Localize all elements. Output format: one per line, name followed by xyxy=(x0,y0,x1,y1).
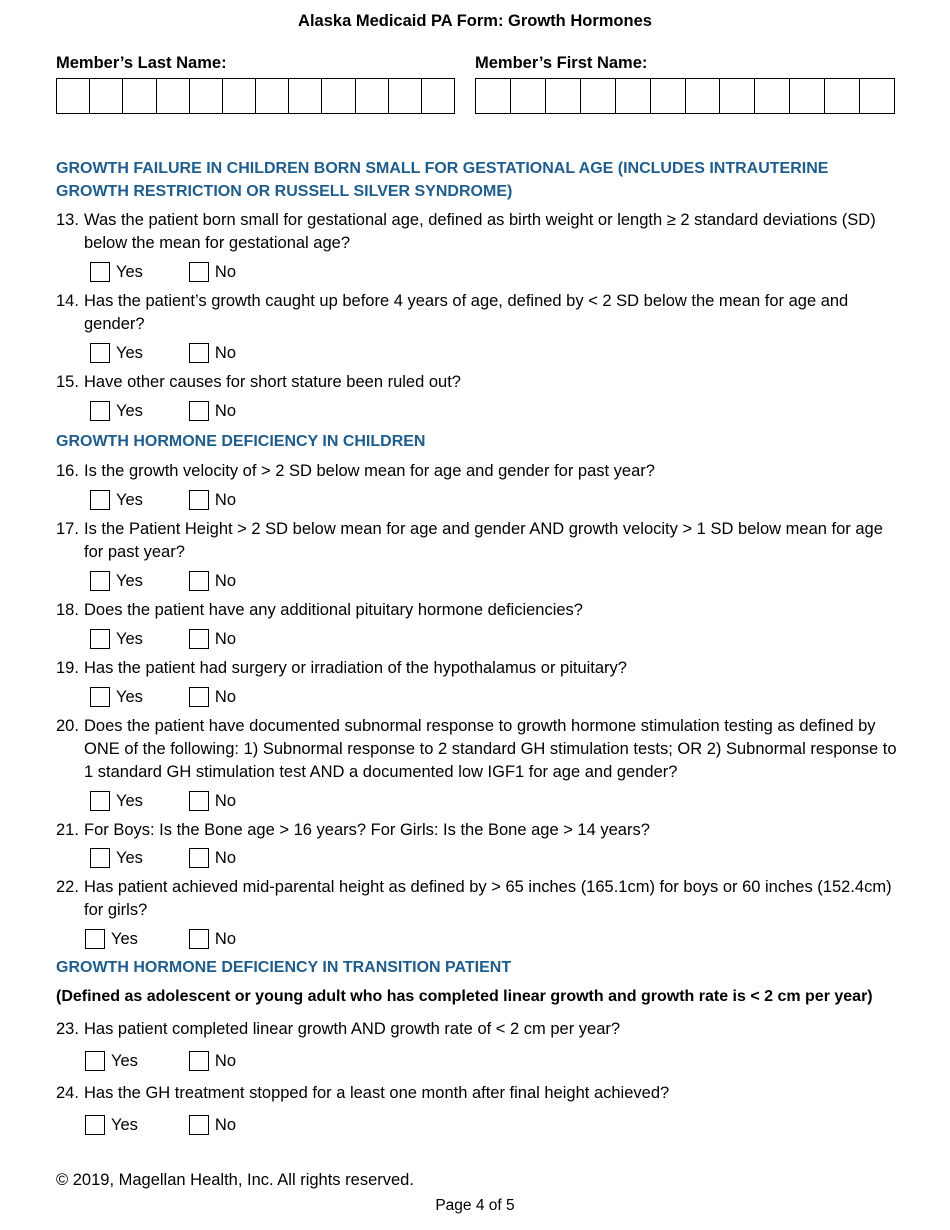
answer-22 xyxy=(85,928,236,950)
page-number: Page 4 of 5 xyxy=(435,1197,515,1214)
question-15 xyxy=(56,371,901,394)
answer-17 xyxy=(90,570,236,592)
no-checkbox[interactable] xyxy=(189,1115,209,1135)
yes-label: Yes xyxy=(116,571,143,590)
first-name-input[interactable] xyxy=(475,78,895,114)
no-label: No xyxy=(214,791,237,810)
answer-19 xyxy=(90,686,236,708)
yes-checkbox[interactable] xyxy=(90,401,110,421)
yes-label: Yes xyxy=(111,1115,138,1134)
question-number: 16. xyxy=(56,462,79,480)
question-number: 19. xyxy=(56,659,79,677)
section-heading-ghd-children: GROWTH HORMONE DEFICIENCY IN CHILDREN xyxy=(56,433,426,450)
no-label: No xyxy=(214,262,237,281)
question-text: Has the GH treatment stopped for a least one month after final height achieved? xyxy=(84,1084,670,1102)
no-label: No xyxy=(214,1051,237,1070)
answer-20 xyxy=(90,790,236,812)
form-title: Alaska Medicaid PA Form: Growth Hormones xyxy=(298,12,652,30)
no-checkbox[interactable] xyxy=(189,262,209,282)
question-text: Is the growth velocity of > 2 SD below mean for age and gender for past year? xyxy=(84,462,655,480)
question-number: 17. xyxy=(56,520,79,538)
yes-checkbox[interactable] xyxy=(85,1051,105,1071)
question-number: 15. xyxy=(56,373,79,391)
no-label: No xyxy=(214,343,237,362)
question-16 xyxy=(56,460,901,483)
question-17 xyxy=(56,518,901,564)
question-18 xyxy=(56,599,901,622)
question-text: Does the patient have documented subnormal response to growth hormone stimulation testing as defined by ONE of the following: 1) Subnormal response to 2 standard GH stimulation tests; OR 2) Subnormal response to 1 standard GH stimulation test AND a documented low IGF1 for age and gender? xyxy=(84,717,897,781)
answer-16 xyxy=(90,489,236,511)
no-checkbox[interactable] xyxy=(189,687,209,707)
no-label: No xyxy=(214,401,237,420)
yes-label: Yes xyxy=(116,629,143,648)
no-label: No xyxy=(214,629,237,648)
yes-label: Yes xyxy=(111,929,138,948)
yes-checkbox[interactable] xyxy=(90,687,110,707)
question-13 xyxy=(56,209,901,255)
question-24 xyxy=(56,1082,901,1105)
question-number: 24. xyxy=(56,1084,79,1102)
yes-label: Yes xyxy=(111,1051,138,1070)
yes-label: Yes xyxy=(116,490,143,509)
no-label: No xyxy=(214,571,237,590)
question-23 xyxy=(56,1018,901,1041)
no-checkbox[interactable] xyxy=(189,791,209,811)
question-21 xyxy=(56,819,901,842)
question-text: Have other causes for short stature been ruled out? xyxy=(84,373,461,391)
yes-checkbox[interactable] xyxy=(90,629,110,649)
question-number: 18. xyxy=(56,601,79,619)
no-label: No xyxy=(214,848,237,867)
answer-23 xyxy=(85,1050,236,1072)
question-number: 20. xyxy=(56,717,79,735)
copyright-notice: © 2019, Magellan Health, Inc. All rights reserved. xyxy=(56,1171,414,1189)
yes-checkbox[interactable] xyxy=(85,1115,105,1135)
question-text: Is the Patient Height > 2 SD below mean for age and gender AND growth velocity > 1 SD below mean for age for past year? xyxy=(84,520,883,561)
section-heading-ghd-transition: GROWTH HORMONE DEFICIENCY IN TRANSITION PATIENT xyxy=(56,959,512,976)
question-number: 22. xyxy=(56,878,79,896)
last-name-input[interactable] xyxy=(56,78,455,114)
question-number: 14. xyxy=(56,292,79,310)
no-label: No xyxy=(214,1115,237,1134)
yes-checkbox[interactable] xyxy=(90,343,110,363)
no-checkbox[interactable] xyxy=(189,401,209,421)
question-22 xyxy=(56,876,901,922)
answer-18 xyxy=(90,628,236,650)
yes-checkbox[interactable] xyxy=(90,848,110,868)
question-text: Does the patient have any additional pituitary hormone deficiencies? xyxy=(84,601,583,619)
no-label: No xyxy=(214,687,237,706)
question-20 xyxy=(56,715,901,784)
answer-24 xyxy=(85,1114,236,1136)
last-name-label: Member’s Last Name: xyxy=(56,54,227,72)
answer-15 xyxy=(90,400,236,422)
yes-checkbox[interactable] xyxy=(90,791,110,811)
question-text: Has the patient’s growth caught up before 4 years of age, defined by < 2 SD below the mean for age and gender? xyxy=(84,292,849,333)
yes-checkbox[interactable] xyxy=(90,571,110,591)
no-checkbox[interactable] xyxy=(189,490,209,510)
question-text: Has patient completed linear growth AND growth rate of < 2 cm per year? xyxy=(84,1020,621,1038)
no-checkbox[interactable] xyxy=(189,848,209,868)
answer-14 xyxy=(90,342,236,364)
yes-label: Yes xyxy=(116,687,143,706)
question-text: Has patient achieved mid-parental height as defined by > 65 inches (165.1cm) for boys or 60 inches (152.4cm) for girls? xyxy=(84,878,892,919)
yes-label: Yes xyxy=(116,401,143,420)
yes-label: Yes xyxy=(116,848,143,867)
question-text: Was the patient born small for gestational age, defined as birth weight or length ≥ 2 standard deviations (SD) below the mean for gestational age? xyxy=(84,211,876,252)
no-checkbox[interactable] xyxy=(189,629,209,649)
question-14 xyxy=(56,290,901,336)
question-text: Has the patient had surgery or irradiation of the hypothalamus or pituitary? xyxy=(84,659,627,677)
question-19 xyxy=(56,657,901,680)
yes-checkbox[interactable] xyxy=(90,262,110,282)
no-checkbox[interactable] xyxy=(189,571,209,591)
question-text: For Boys: Is the Bone age > 16 years? For Girls: Is the Bone age > 14 years? xyxy=(84,821,650,839)
no-label: No xyxy=(214,929,237,948)
no-label: No xyxy=(214,490,237,509)
yes-checkbox[interactable] xyxy=(85,929,105,949)
yes-label: Yes xyxy=(116,262,143,281)
question-number: 23. xyxy=(56,1020,79,1038)
first-name-label: Member’s First Name: xyxy=(475,54,648,72)
question-number: 13. xyxy=(56,211,79,229)
section-heading-sga: GROWTH FAILURE IN CHILDREN BORN SMALL FOR GESTATIONAL AGE (INCLUDES INTRAUTERINE GROWTH RESTRICTION OR RUSSELL SILVER SYNDROME) xyxy=(56,160,829,200)
question-number: 21. xyxy=(56,821,79,839)
no-checkbox[interactable] xyxy=(189,343,209,363)
no-checkbox[interactable] xyxy=(189,929,209,949)
answer-13 xyxy=(90,261,236,283)
transition-definition-note: (Defined as adolescent or young adult who has completed linear growth and growth rate is < 2 cm per year) xyxy=(56,988,873,1005)
yes-checkbox[interactable] xyxy=(90,490,110,510)
yes-label: Yes xyxy=(116,791,143,810)
answer-21 xyxy=(90,847,236,869)
yes-label: Yes xyxy=(116,343,143,362)
no-checkbox[interactable] xyxy=(189,1051,209,1071)
